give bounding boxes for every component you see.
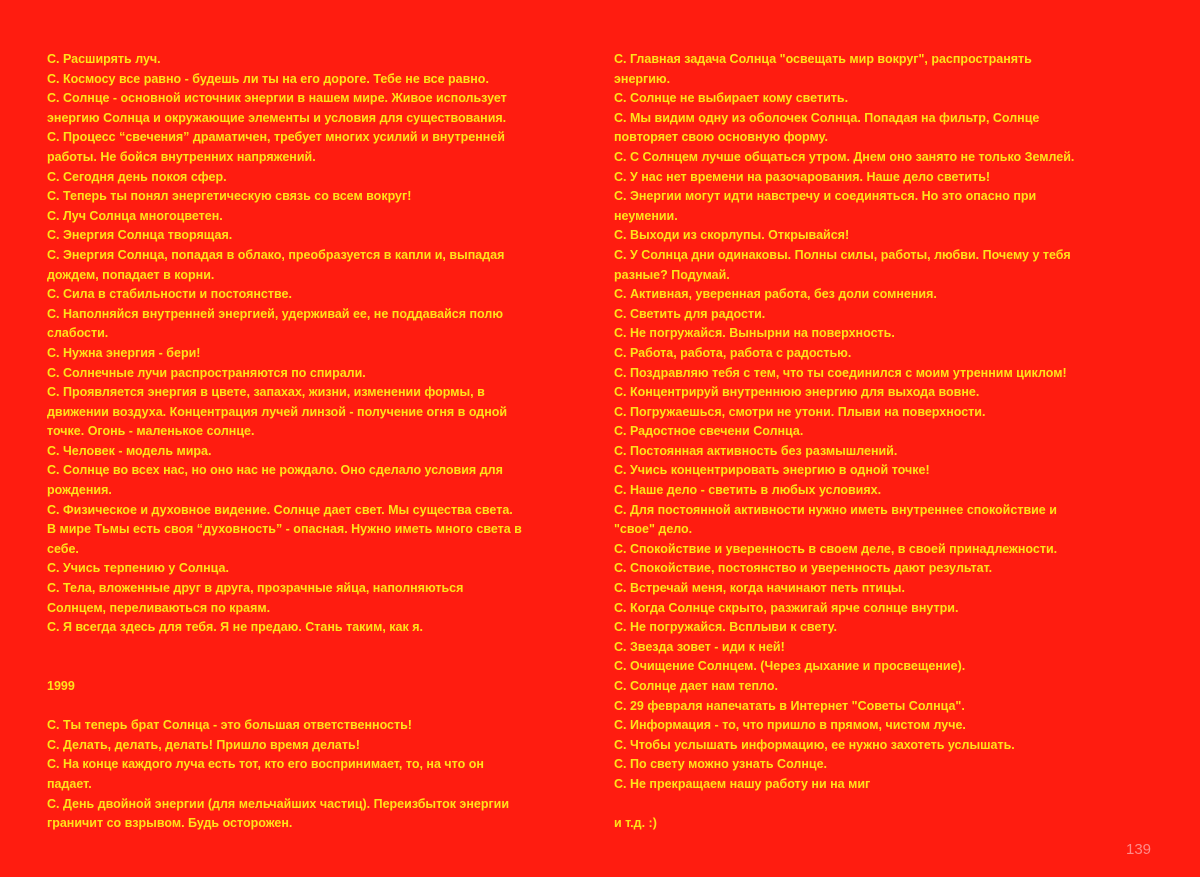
left-block-2 [47,716,592,834]
right-column [614,50,1159,834]
text-line: С. Сегодня день покоя сфер. [47,169,227,184]
text-line: С. Солнце дает нам тепло. [614,679,778,693]
text-line: С. Спокойствие и уверенность в своем деле, в своей принадлежности. [614,541,1058,556]
text-line: С. 29 февраля напечатать в Интернет "Советы Солнца". [614,698,965,713]
text-line: С. Энергия Солнца творящая. [47,228,233,243]
text-line: С. Физическое и духовное видение. Солнце дает свет. Мы существа света. [47,502,513,517]
text-line: работы. Не бойся внутренних напряжений. [47,149,316,164]
text-line: С. Не погружайся. Всплыви к свету. [614,620,837,635]
text-line: С. С Солнцем лучше общаться утром. Днем оно занято не только Землей. [614,149,1075,164]
text-line: С. Энергия Солнца, попадая в облако, преобразуется в капли и, выпадая [47,247,505,262]
text-line: слабости. [47,326,109,341]
text-line: С. Мы видим одну из оболочек Солнца. Попадая на фильтр, Солнце [614,110,1040,125]
text-line: С. Солнце - основной источник энергии в нашем мире. Живое использует [47,91,507,106]
text-line: повторяет свою основную форму. [614,130,828,145]
text-line: С. По свету можно узнать Солнце. [614,757,827,772]
text-line: С. У нас нет времени на разочарования. Наше дело светить! [614,169,991,184]
text-line: С. Солнечные лучи распространяются по спирали. [47,365,366,380]
text-line: С. Расширять луч. [47,52,161,66]
text-line: С. Сила в стабильности и постоянстве. [47,287,292,302]
text-line: С. Процесс “свечения” драматичен, требует многих усилий и внутренней [47,130,505,145]
text-line: С. Поздравляю тебя с тем, что ты соединился с моим утренним циклом! [614,365,1067,380]
text-line: С. Концентрируй внутреннюю энергию для выхода вовне. [614,385,980,400]
text-line: С. Наполняйся внутренней энергией, удерживай ее, не поддавайся полю [47,306,503,321]
text-line: точке. Огонь - маленькое солнце. [47,424,255,439]
text-line: С. Очищение Солнцем. (Через дыхание и просвещение). [614,659,966,674]
left-column [47,50,592,834]
text-line: С. Теперь ты понял энергетическую связь со всем вокруг! [47,189,412,204]
text-line: С. Солнце не выбирает кому светить. [614,91,849,106]
text-line: С. Не прекращаем нашу работу ни на миг [614,776,871,791]
ending-text: и т.д. :) [614,816,657,831]
text-line: С. Луч Солнца многоцветен. [47,208,223,223]
text-line: С. У Солнца дни одинаковы. Полны силы, работы, любви. Почему у тебя [614,247,1071,262]
text-line: С. Светить для радости. [614,306,766,321]
text-line: неумении. [614,208,678,223]
text-line: С. Нужна энергия - бери! [47,345,201,360]
text-line: энергию. [614,71,671,86]
text-line: С. Ты теперь брат Солнца - это большая ответственность! [47,718,412,733]
text-line: С. Солнце во всех нас, но оно нас не рождало. Оно сделало условия для [47,463,503,478]
text-line: С. Проявляется энергия в цвете, запахах, жизни, изменении формы, в [47,385,485,400]
year-heading: 1999 [47,679,75,693]
text-line: С. Когда Солнце скрыто, разжигай ярче солнце внутри. [614,600,959,615]
page-number: 139 [1126,841,1152,858]
text-line: С. Я всегда здесь для тебя. Я не предаю. Стань таким, как я. [47,620,423,635]
text-line: С. Учись терпению у Солнца. [47,561,229,576]
text-line: С. Активная, уверенная работа, без доли сомнения. [614,287,937,302]
text-line: Солнцем, переливаються по краям. [47,600,271,615]
text-line: С. Погружаешься, смотри не утони. Плыви на поверхности. [614,404,986,419]
text-line: С. Выходи из скорлупы. Открывайся! [614,228,850,243]
text-line: С. Наше дело - светить в любых условиях. [614,483,882,498]
text-line: С. Главная задача Солнца "освещать мир вокруг", распространять [614,52,1032,66]
text-line: С. Для постоянной активности нужно иметь внутреннее спокойствие и [614,502,1057,517]
text-line: С. Звезда зовет - иди к ней! [614,639,785,654]
text-line: С. Не погружайся. Вынырни на поверхность. [614,326,895,341]
text-line: С. Радостное свечени Солнца. [614,424,804,439]
text-line: С. Тела, вложенные друг в друга, прозрачные яйца, наполняються [47,581,464,596]
text-line: С. Постоянная активность без размышлений. [614,443,898,458]
text-line: граничит со взрывом. Будь осторожен. [47,816,293,831]
text-line: "свое" дело. [614,522,693,537]
text-line: В мире Тьмы есть своя “духовность” - опасная. Нужно иметь много света в [47,522,522,537]
left-block-1 [47,50,592,638]
right-block-1 [614,50,1159,795]
text-line: С. Встречай меня, когда начинают петь птицы. [614,581,905,596]
text-line: С. Информация - то, что пришло в прямом, чистом луче. [614,718,966,733]
text-line: С. Делать, делать, делать! Пришло время делать! [47,737,360,752]
text-line: С. Учись концентрировать энергию в одной точке! [614,463,930,478]
text-line: С. Чтобы услышать информацию, ее нужно захотеть услышать. [614,737,1015,752]
text-line: энергию Солнца и окружающие элементы и условия для существования. [47,110,507,125]
text-line: С. Энергии могут идти навстречу и соединяться. Но это опасно при [614,189,1037,204]
text-line: С. День двойной энергии (для мельчайших частиц). Переизбыток энергии [47,796,510,811]
text-line: себе. [47,541,79,556]
text-line: рождения. [47,483,112,498]
text-line: С. Спокойствие, постоянство и уверенность дают результат. [614,561,993,576]
text-line: С. Человек - модель мира. [47,443,212,458]
text-line: С. Работа, работа, работа с радостью. [614,345,852,360]
text-line: дождем, попадает в корни. [47,267,215,282]
text-line: С. На конце каждого луча есть тот, кто его воспринимает, то, на что он [47,757,484,772]
text-line: разные? Подумай. [614,267,730,282]
text-line: С. Космосу все равно - будешь ли ты на его дороге. Тебе не все равно. [47,71,489,86]
text-line: движении воздуха. Концентрация лучей линзой - получение огня в одной [47,404,508,419]
text-line: падает. [47,776,92,791]
